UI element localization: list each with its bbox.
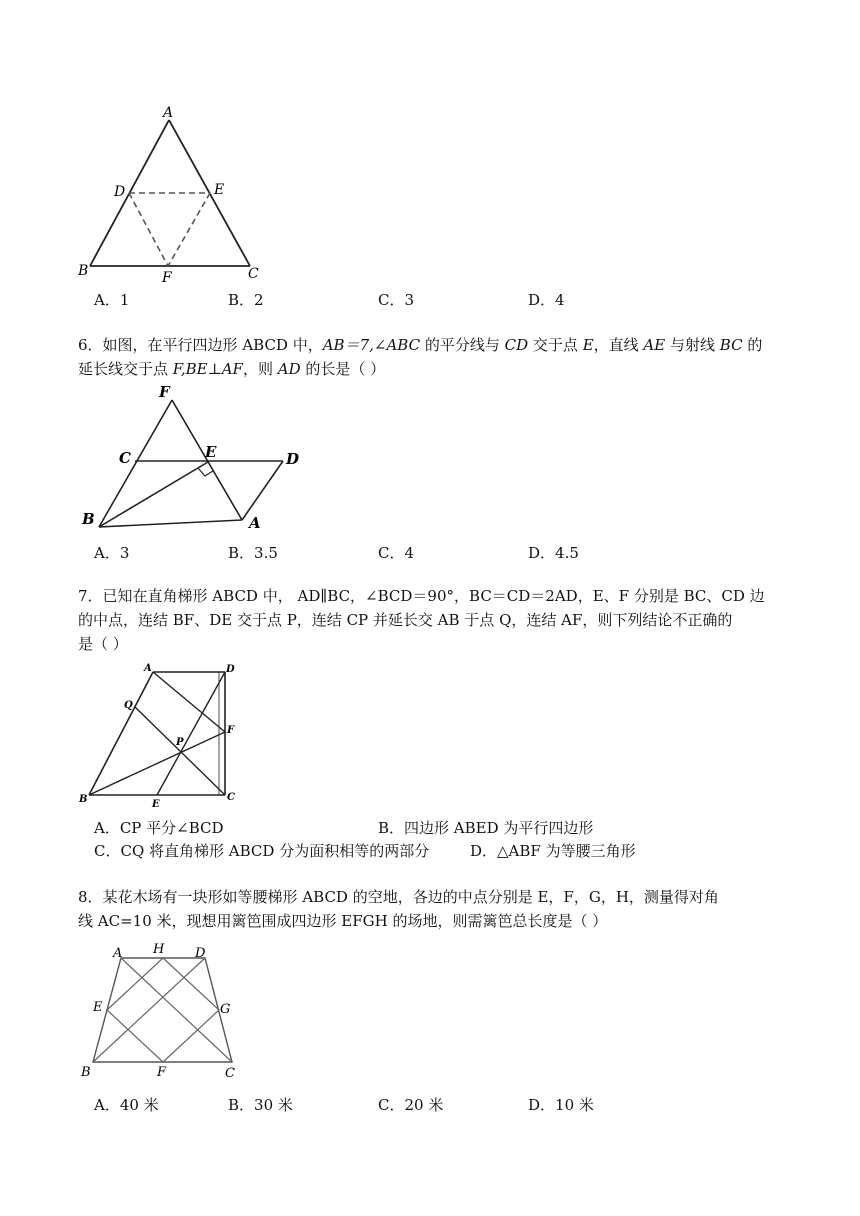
q6-math: AE	[643, 336, 666, 354]
q8-figure	[75, 936, 250, 1081]
q8-option-a[interactable]: A．40 米	[94, 1096, 159, 1114]
q7-option-d[interactable]: D．△ABF 为等腰三角形	[470, 842, 636, 860]
q7-stem-line3: 是（ ）	[78, 635, 128, 653]
q6-text: ，则	[242, 360, 278, 378]
q5-option-d[interactable]: D．4	[528, 291, 565, 309]
q7-line-ab	[89, 672, 153, 795]
q7-label-p: P	[176, 737, 184, 748]
q8-diagonal-ac	[121, 958, 232, 1062]
q6-label-f: F	[159, 383, 170, 401]
q8-option-c[interactable]: C．20 米	[378, 1096, 444, 1114]
q8-label-d: D	[195, 946, 206, 961]
q6-math: AB＝7,∠ABC	[322, 336, 421, 354]
q6-text: 延长线交于点	[78, 360, 173, 378]
q6-text: 交于点	[528, 336, 583, 354]
q6-text: ，直线	[593, 336, 644, 354]
q6-label-b: B	[82, 510, 95, 528]
q6-option-c[interactable]: C．4	[378, 544, 415, 562]
q6-stem-line2	[78, 356, 783, 382]
q8-label-e: E	[93, 1000, 103, 1015]
q5-label-f: F	[162, 270, 172, 286]
q6-text: 与射线	[665, 336, 720, 354]
q6-text: 的长是（ ）	[300, 360, 386, 378]
q5-label-c: C	[248, 266, 259, 282]
q6-stem-line1	[78, 332, 783, 358]
q8-label-b: B	[81, 1065, 91, 1080]
q6-right-angle-mark	[198, 468, 213, 476]
q7-line-de	[157, 672, 225, 795]
q5-dash-df	[129, 193, 168, 266]
q8-diagonal-bd	[93, 958, 205, 1062]
q7-option-c[interactable]: C．CQ 将直角梯形 ABCD 分为面积相等的两部分	[94, 842, 430, 860]
q7-option-a[interactable]: A．CP 平分∠BCD	[94, 819, 224, 837]
q8-label-f: F	[157, 1065, 167, 1080]
q7-line-af	[153, 672, 225, 732]
q8-label-h: H	[153, 942, 165, 957]
q7-stem-line2: 的中点，连结 BF、DE 交于点 P，连结 CP 并延长交 AB 于点 Q，连结 AF，则下列结论不正确的	[78, 611, 733, 629]
q7-label-q: Q	[124, 700, 133, 711]
q8-quadrilateral-efgh	[107, 958, 219, 1062]
q5-label-b: B	[78, 263, 89, 279]
q5-dash-ef	[168, 193, 210, 266]
q8-stem-line1: 8．某花木场有一块形如等腰梯形 ABCD 的空地，各边的中点分别是 E，F，G，H，测量得对角	[78, 888, 719, 906]
q6-text: 的平分线与	[420, 336, 505, 354]
q6-label-e: E	[205, 443, 217, 461]
q6-option-b[interactable]: B．3.5	[228, 544, 278, 562]
q5-label-e: E	[214, 182, 225, 198]
q6-math: BC	[719, 336, 743, 354]
q5-option-a[interactable]: A．1	[94, 291, 130, 309]
q6-line-be	[99, 462, 208, 527]
q6-option-a[interactable]: A．3	[94, 544, 130, 562]
q5-option-c[interactable]: C．3	[378, 291, 415, 309]
q6-label-d: D	[286, 450, 300, 468]
q7-label-f: F	[227, 725, 235, 736]
q5-figure	[70, 100, 280, 290]
q6-line-bf	[99, 400, 172, 527]
q8-stem-line2: 线 AC=10 米，现想用篱笆围成四边形 EFGH 的场地，则需篱笆总长度是（ ）	[78, 912, 608, 930]
q6-math: CD	[504, 336, 529, 354]
q7-label-a: A	[144, 663, 152, 674]
q8-label-c: C	[225, 1066, 235, 1081]
q6-math: E	[582, 336, 594, 354]
q6-text: 的	[742, 336, 763, 354]
q6-figure	[75, 380, 315, 540]
q5-option-b[interactable]: B．2	[228, 291, 264, 309]
q6-line-da	[242, 461, 283, 520]
q7-stem-line1: 7．已知在直角梯形 ABCD 中， AD∥BC，∠BCD＝90°，BC＝CD＝2AD，E、F 分别是 BC、CD 边	[78, 587, 765, 605]
q6-math: F,BE⊥AF	[172, 360, 243, 378]
q8-label-g: G	[220, 1002, 231, 1017]
q6-text: 6．如图，在平行四边形 ABCD 中，	[78, 336, 323, 354]
q8-option-d[interactable]: D．10 米	[528, 1096, 594, 1114]
q6-line-ba	[99, 520, 242, 527]
q8-option-b[interactable]: B．30 米	[228, 1096, 293, 1114]
q6-label-a: A	[249, 514, 261, 532]
q5-label-d: D	[114, 184, 126, 200]
q6-label-c: C	[119, 449, 131, 467]
q7-figure	[75, 660, 250, 810]
q6-math: AD	[277, 360, 301, 378]
q7-line-bf	[89, 732, 225, 795]
q6-option-d[interactable]: D．4.5	[528, 544, 579, 562]
q7-option-b[interactable]: B．四边形 ABED 为平行四边形	[378, 819, 594, 837]
q8-label-a: A	[113, 946, 123, 961]
q7-label-e: E	[152, 799, 160, 810]
q7-label-c: C	[227, 792, 235, 803]
q7-label-b: B	[79, 794, 88, 805]
q8-trapezoid-abcd	[93, 958, 232, 1062]
q5-label-a: A	[163, 105, 174, 121]
q7-label-d: D	[226, 664, 235, 675]
